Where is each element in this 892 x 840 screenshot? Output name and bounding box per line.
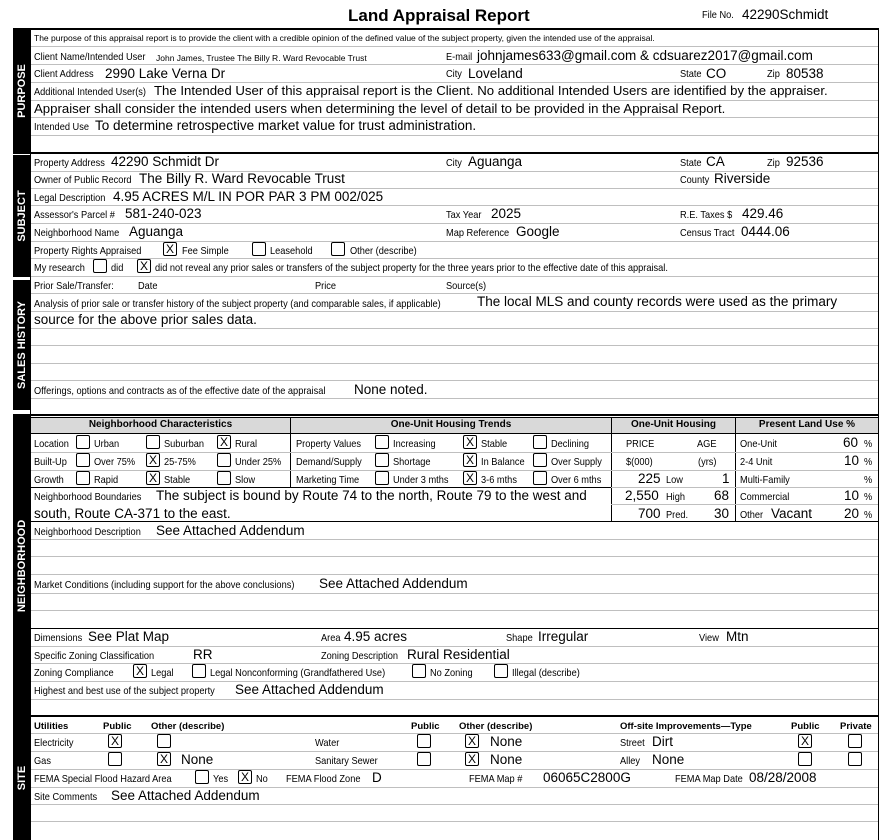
legal-description-value: 4.95 ACRES M/L IN POR PAR 3 PM 002/025	[113, 189, 384, 204]
values-stable-label: Stable	[481, 438, 508, 450]
client-state-value: CO	[706, 66, 727, 81]
analysis-value-2: source for the above prior sales data.	[34, 312, 257, 327]
25-75-label: 25-75%	[164, 456, 196, 468]
growth-stable-label: Stable	[164, 474, 191, 486]
sewer-other-value: None	[490, 752, 523, 767]
area-value: 4.95 acres	[344, 629, 408, 644]
alley-public-checkbox[interactable]	[798, 752, 812, 766]
sewer-other-checkbox[interactable]: X	[465, 752, 479, 766]
offerings-value: None noted.	[354, 382, 428, 397]
one-unit-pct: %	[864, 438, 873, 450]
intended-use-label: Intended Use	[34, 121, 89, 133]
nonconforming-checkbox[interactable]	[192, 664, 206, 678]
tax-year-value: 2025	[491, 206, 522, 221]
demand-supply-label: Demand/Supply	[296, 456, 362, 468]
additional-users-value-1: The Intended User of this appraisal report is the Client. No additional Intended Users are identified by the appraiser.	[154, 83, 828, 98]
owner-label: Owner of Public Record	[34, 174, 132, 186]
built-up-label: Built-Up	[34, 456, 67, 468]
pred-label: Pred.	[666, 509, 689, 521]
street-private-checkbox[interactable]	[848, 734, 862, 748]
email-label: E-mail	[446, 51, 473, 63]
under-25-checkbox[interactable]	[217, 453, 231, 467]
census-tract-label: Census Tract	[680, 227, 735, 239]
high-label: High	[666, 491, 686, 503]
rapid-label: Rapid	[94, 474, 119, 486]
view-value: Mtn	[726, 629, 749, 644]
two-four-pct: %	[864, 456, 873, 468]
suburban-label: Suburban	[164, 438, 205, 450]
parcel-label: Assessor's Parcel #	[34, 209, 115, 221]
subject-city-label: City	[446, 157, 462, 169]
increasing-checkbox[interactable]	[375, 435, 389, 449]
client-state-label: State	[680, 68, 702, 80]
slow-label: Slow	[235, 474, 256, 486]
fema-map-date-label: FEMA Map Date	[675, 773, 743, 785]
market-conditions-value: See Attached Addendum	[319, 576, 468, 591]
electricity-other-checkbox[interactable]	[157, 734, 171, 748]
date-label: Date	[138, 280, 158, 292]
taxes-label: R.E. Taxes $	[680, 209, 733, 221]
neighborhood-name-value: Aguanga	[129, 224, 184, 239]
water-public-checkbox[interactable]	[417, 734, 431, 748]
low-label: Low	[666, 474, 683, 486]
email-value: johnjames633@gmail.com & cdsuarez2017@gmail.com	[477, 48, 813, 63]
prior-sale-label: Prior Sale/Transfer:	[34, 280, 114, 292]
county-label: County	[680, 174, 710, 186]
analysis-label: Analysis of prior sale or transfer history of the subject property (and comparable sales, if applicable)	[34, 298, 441, 310]
no-zoning-label: No Zoning	[430, 667, 473, 679]
shortage-checkbox[interactable]	[375, 453, 389, 467]
purpose-intro: The purpose of this appraisal report is to provide the client with a credible opinion of the defined value of the subject property, given the intended use of the appraisal.	[34, 33, 655, 43]
multi-family-pct: %	[864, 474, 873, 486]
header-neighborhood-characteristics: Neighborhood Characteristics	[30, 417, 291, 434]
neighborhood-name-label: Neighborhood Name	[34, 227, 120, 239]
slow-checkbox[interactable]	[217, 471, 231, 485]
flood-zone-label: FEMA Flood Zone	[286, 773, 361, 785]
two-four-label: 2-4 Unit	[740, 456, 773, 468]
fema-map-date-value: 08/28/2008	[749, 770, 817, 785]
low-age: 1	[722, 471, 730, 486]
urban-label: Urban	[94, 438, 120, 450]
other-rights-label: Other (describe)	[350, 245, 417, 257]
other-rights-checkbox[interactable]	[331, 242, 345, 256]
alley-private-checkbox[interactable]	[848, 752, 862, 766]
zoning-class-value: RR	[193, 647, 213, 662]
declining-label: Declining	[551, 438, 590, 450]
declining-checkbox[interactable]	[533, 435, 547, 449]
research-did-not-label: did not reveal any prior sales or transfers of the subject property for the three years prior to the effective date of this appraisal.	[155, 262, 668, 274]
one-unit-label: One-Unit	[740, 438, 777, 450]
urban-checkbox[interactable]	[76, 435, 90, 449]
public-header-2: Public	[411, 721, 440, 732]
highest-best-use-label: Highest and best use of the subject property	[34, 685, 215, 697]
growth-label: Growth	[34, 474, 64, 486]
census-tract-value: 0444.06	[741, 224, 790, 239]
owner-value: The Billy R. Ward Revocable Trust	[139, 171, 345, 186]
other-use-pct: %	[864, 509, 873, 521]
flood-yes-checkbox[interactable]	[195, 770, 209, 784]
over-75-label: Over 75%	[94, 456, 136, 468]
sources-label: Source(s)	[446, 280, 487, 292]
sewer-public-checkbox[interactable]	[417, 752, 431, 766]
site-comments-label: Site Comments	[34, 791, 98, 803]
zoning-compliance-label: Zoning Compliance	[34, 667, 114, 679]
age-units: (yrs)	[698, 456, 717, 468]
boundaries-value-1: The subject is bound by Route 74 to the north, Route 79 to the west and	[156, 488, 587, 503]
research-did-not-checkbox[interactable]: X	[137, 259, 151, 273]
utilities-header: Utilities	[34, 721, 69, 732]
water-other-value: None	[490, 734, 523, 749]
high-age: 68	[714, 488, 730, 503]
client-zip-value: 80538	[786, 66, 824, 81]
other-header-2: Other (describe)	[459, 721, 533, 732]
analysis-value-1: The local MLS and county records were used as the primary	[477, 294, 838, 309]
view-label: View	[699, 632, 719, 644]
fee-simple-checkbox[interactable]: X	[163, 242, 177, 256]
section-subject: SUBJECT	[13, 155, 31, 277]
file-no-label: File No.	[702, 9, 734, 21]
zoning-class-label: Specific Zoning Classification	[34, 650, 155, 662]
report-title: Land Appraisal Report	[348, 6, 530, 25]
site-comments-value: See Attached Addendum	[111, 788, 260, 803]
zoning-description-value: Rural Residential	[407, 647, 510, 662]
header-housing-trends: One-Unit Housing Trends	[290, 417, 612, 434]
gas-other-value: None	[181, 752, 214, 767]
high-price: 2,550	[625, 488, 659, 503]
legal-description-label: Legal Description	[34, 192, 106, 204]
gas-label: Gas	[34, 755, 51, 767]
under-3-label: Under 3 mths	[393, 474, 449, 486]
commercial-label: Commercial	[740, 491, 790, 503]
property-address-value: 42290 Schmidt Dr	[111, 154, 220, 169]
gas-other-checkbox[interactable]: X	[157, 752, 171, 766]
area-label: Area	[321, 632, 341, 644]
section-sales-history: SALES HISTORY	[13, 280, 31, 410]
under-3-checkbox[interactable]	[375, 471, 389, 485]
pred-age: 30	[714, 506, 730, 521]
rural-label: Rural	[235, 438, 258, 450]
header-one-unit-housing: One-Unit Housing	[611, 417, 736, 434]
leasehold-checkbox[interactable]	[252, 242, 266, 256]
one-unit-value: 60	[843, 435, 859, 450]
3-6-months-label: 3-6 mths	[481, 474, 517, 486]
fema-hazard-label: FEMA Special Flood Hazard Area	[34, 773, 172, 785]
pred-price: 700	[638, 506, 661, 521]
client-address-value: 2990 Lake Verna Dr	[105, 66, 226, 81]
section-neighborhood: NEIGHBORHOOD	[13, 416, 31, 716]
research-did-label: did	[111, 262, 124, 274]
other-use-value: 20	[844, 506, 860, 521]
marketing-time-label: Marketing Time	[296, 474, 360, 486]
illegal-checkbox[interactable]	[494, 664, 508, 678]
highest-best-use-value: See Attached Addendum	[235, 682, 384, 697]
water-other-checkbox[interactable]: X	[465, 734, 479, 748]
3-6-months-checkbox[interactable]: X	[463, 471, 477, 485]
taxes-value: 429.46	[742, 206, 784, 221]
offsite-header: Off-site Improvements—Type	[620, 721, 752, 732]
property-address-label: Property Address	[34, 157, 105, 169]
price-header: PRICE	[626, 438, 655, 450]
dimensions-label: Dimensions	[34, 632, 83, 644]
shape-label: Shape	[506, 632, 533, 644]
electricity-public-checkbox[interactable]: X	[108, 734, 122, 748]
over-6-label: Over 6 mths	[551, 474, 602, 486]
map-reference-value: Google	[516, 224, 560, 239]
market-conditions-label: Market Conditions (including support for the above conclusions)	[34, 579, 295, 591]
client-address-label: Client Address	[34, 68, 94, 80]
section-purpose: PURPOSE	[13, 30, 31, 152]
research-did-checkbox[interactable]	[93, 259, 107, 273]
offerings-label: Offerings, options and contracts as of the effective date of the appraisal	[34, 385, 326, 397]
neighborhood-description-label: Neighborhood Description	[34, 526, 141, 538]
tax-year-label: Tax Year	[446, 209, 482, 221]
alley-label: Alley	[620, 755, 641, 767]
electricity-label: Electricity	[34, 737, 74, 749]
flood-no-label: No	[256, 773, 268, 785]
values-stable-checkbox[interactable]: X	[463, 435, 477, 449]
additional-users-value-2: Appraiser shall consider the intended users when determining the level of detail to be provided in the Appraisal Report.	[34, 101, 726, 116]
other-use-description: Vacant	[771, 506, 813, 521]
age-header: AGE	[697, 438, 717, 450]
price-units: $(000)	[626, 456, 653, 468]
in-balance-checkbox[interactable]: X	[463, 453, 477, 467]
dimensions-value: See Plat Map	[88, 629, 170, 644]
illegal-label: Illegal (describe)	[512, 667, 580, 679]
legal-label: Legal	[151, 667, 174, 679]
gas-public-checkbox[interactable]	[108, 752, 122, 766]
subject-zip-label: Zip	[767, 157, 780, 169]
street-value: Dirt	[652, 734, 673, 749]
neighborhood-description-value: See Attached Addendum	[156, 523, 305, 538]
legal-checkbox[interactable]: X	[133, 664, 147, 678]
public-header-1: Public	[103, 721, 132, 732]
rights-label: Property Rights Appraised	[34, 245, 142, 257]
client-zip-label: Zip	[767, 68, 780, 80]
rapid-checkbox[interactable]	[76, 471, 90, 485]
parcel-value: 581-240-023	[125, 206, 202, 221]
street-label: Street	[620, 737, 645, 749]
location-label: Location	[34, 438, 69, 450]
water-label: Water	[315, 737, 340, 749]
map-reference-label: Map Reference	[446, 227, 510, 239]
fee-simple-label: Fee Simple	[182, 245, 229, 257]
intended-use-value: To determine retrospective market value for trust administration.	[95, 118, 477, 133]
private-header: Private	[840, 721, 872, 732]
over-supply-label: Over Supply	[551, 456, 602, 468]
leasehold-label: Leasehold	[270, 245, 313, 257]
boundaries-label: Neighborhood Boundaries	[34, 491, 142, 503]
commercial-pct: %	[864, 491, 873, 503]
flood-no-checkbox[interactable]: X	[238, 770, 252, 784]
commercial-value: 10	[844, 488, 860, 503]
boundaries-value-2: south, Route CA-371 to the east.	[34, 506, 231, 521]
other-header-1: Other (describe)	[151, 721, 225, 732]
file-no-value: 42290Schmidt	[742, 7, 829, 22]
subject-zip-value: 92536	[786, 154, 824, 169]
subject-state-value: CA	[706, 154, 725, 169]
alley-value: None	[652, 752, 685, 767]
low-price: 225	[638, 471, 661, 486]
price-label: Price	[315, 280, 337, 292]
client-value: John James, Trustee The Billy R. Ward Revocable Trust	[156, 53, 367, 63]
subject-state-label: State	[680, 157, 702, 169]
shape-value: Irregular	[538, 629, 589, 644]
fema-map-label: FEMA Map #	[469, 773, 523, 785]
two-four-value: 10	[844, 453, 860, 468]
multi-family-label: Multi-Family	[740, 474, 790, 486]
over-supply-checkbox[interactable]	[533, 453, 547, 467]
shortage-label: Shortage	[393, 456, 431, 468]
nonconforming-label: Legal Nonconforming (Grandfathered Use)	[210, 667, 386, 679]
suburban-checkbox[interactable]	[146, 435, 160, 449]
section-site: SITE	[13, 716, 31, 840]
increasing-label: Increasing	[393, 438, 436, 450]
25-75-checkbox[interactable]: X	[146, 453, 160, 467]
fema-map-value: 06065C2800G	[543, 770, 631, 785]
client-city-value: Loveland	[468, 66, 523, 81]
rural-checkbox[interactable]: X	[217, 435, 231, 449]
flood-yes-label: Yes	[213, 773, 229, 785]
subject-city-value: Aguanga	[468, 154, 523, 169]
additional-users-label: Additional Intended User(s)	[34, 86, 146, 98]
over-75-checkbox[interactable]	[76, 453, 90, 467]
other-use-label: Other	[740, 509, 764, 521]
flood-zone-value: D	[372, 770, 382, 785]
header-land-use: Present Land Use %	[735, 417, 879, 434]
over-6-checkbox[interactable]	[533, 471, 547, 485]
under-25-label: Under 25%	[235, 456, 282, 468]
zoning-description-label: Zoning Description	[321, 650, 399, 662]
no-zoning-checkbox[interactable]	[412, 664, 426, 678]
street-public-checkbox[interactable]: X	[798, 734, 812, 748]
client-label: Client Name/Intended User	[34, 51, 146, 63]
sanitary-sewer-label: Sanitary Sewer	[315, 755, 378, 767]
in-balance-label: In Balance	[481, 456, 525, 468]
client-city-label: City	[446, 68, 462, 80]
public-header-3: Public	[791, 721, 820, 732]
county-value: Riverside	[714, 171, 771, 186]
research-label: My research	[34, 262, 85, 274]
property-values-label: Property Values	[296, 438, 362, 450]
growth-stable-checkbox[interactable]: X	[146, 471, 160, 485]
